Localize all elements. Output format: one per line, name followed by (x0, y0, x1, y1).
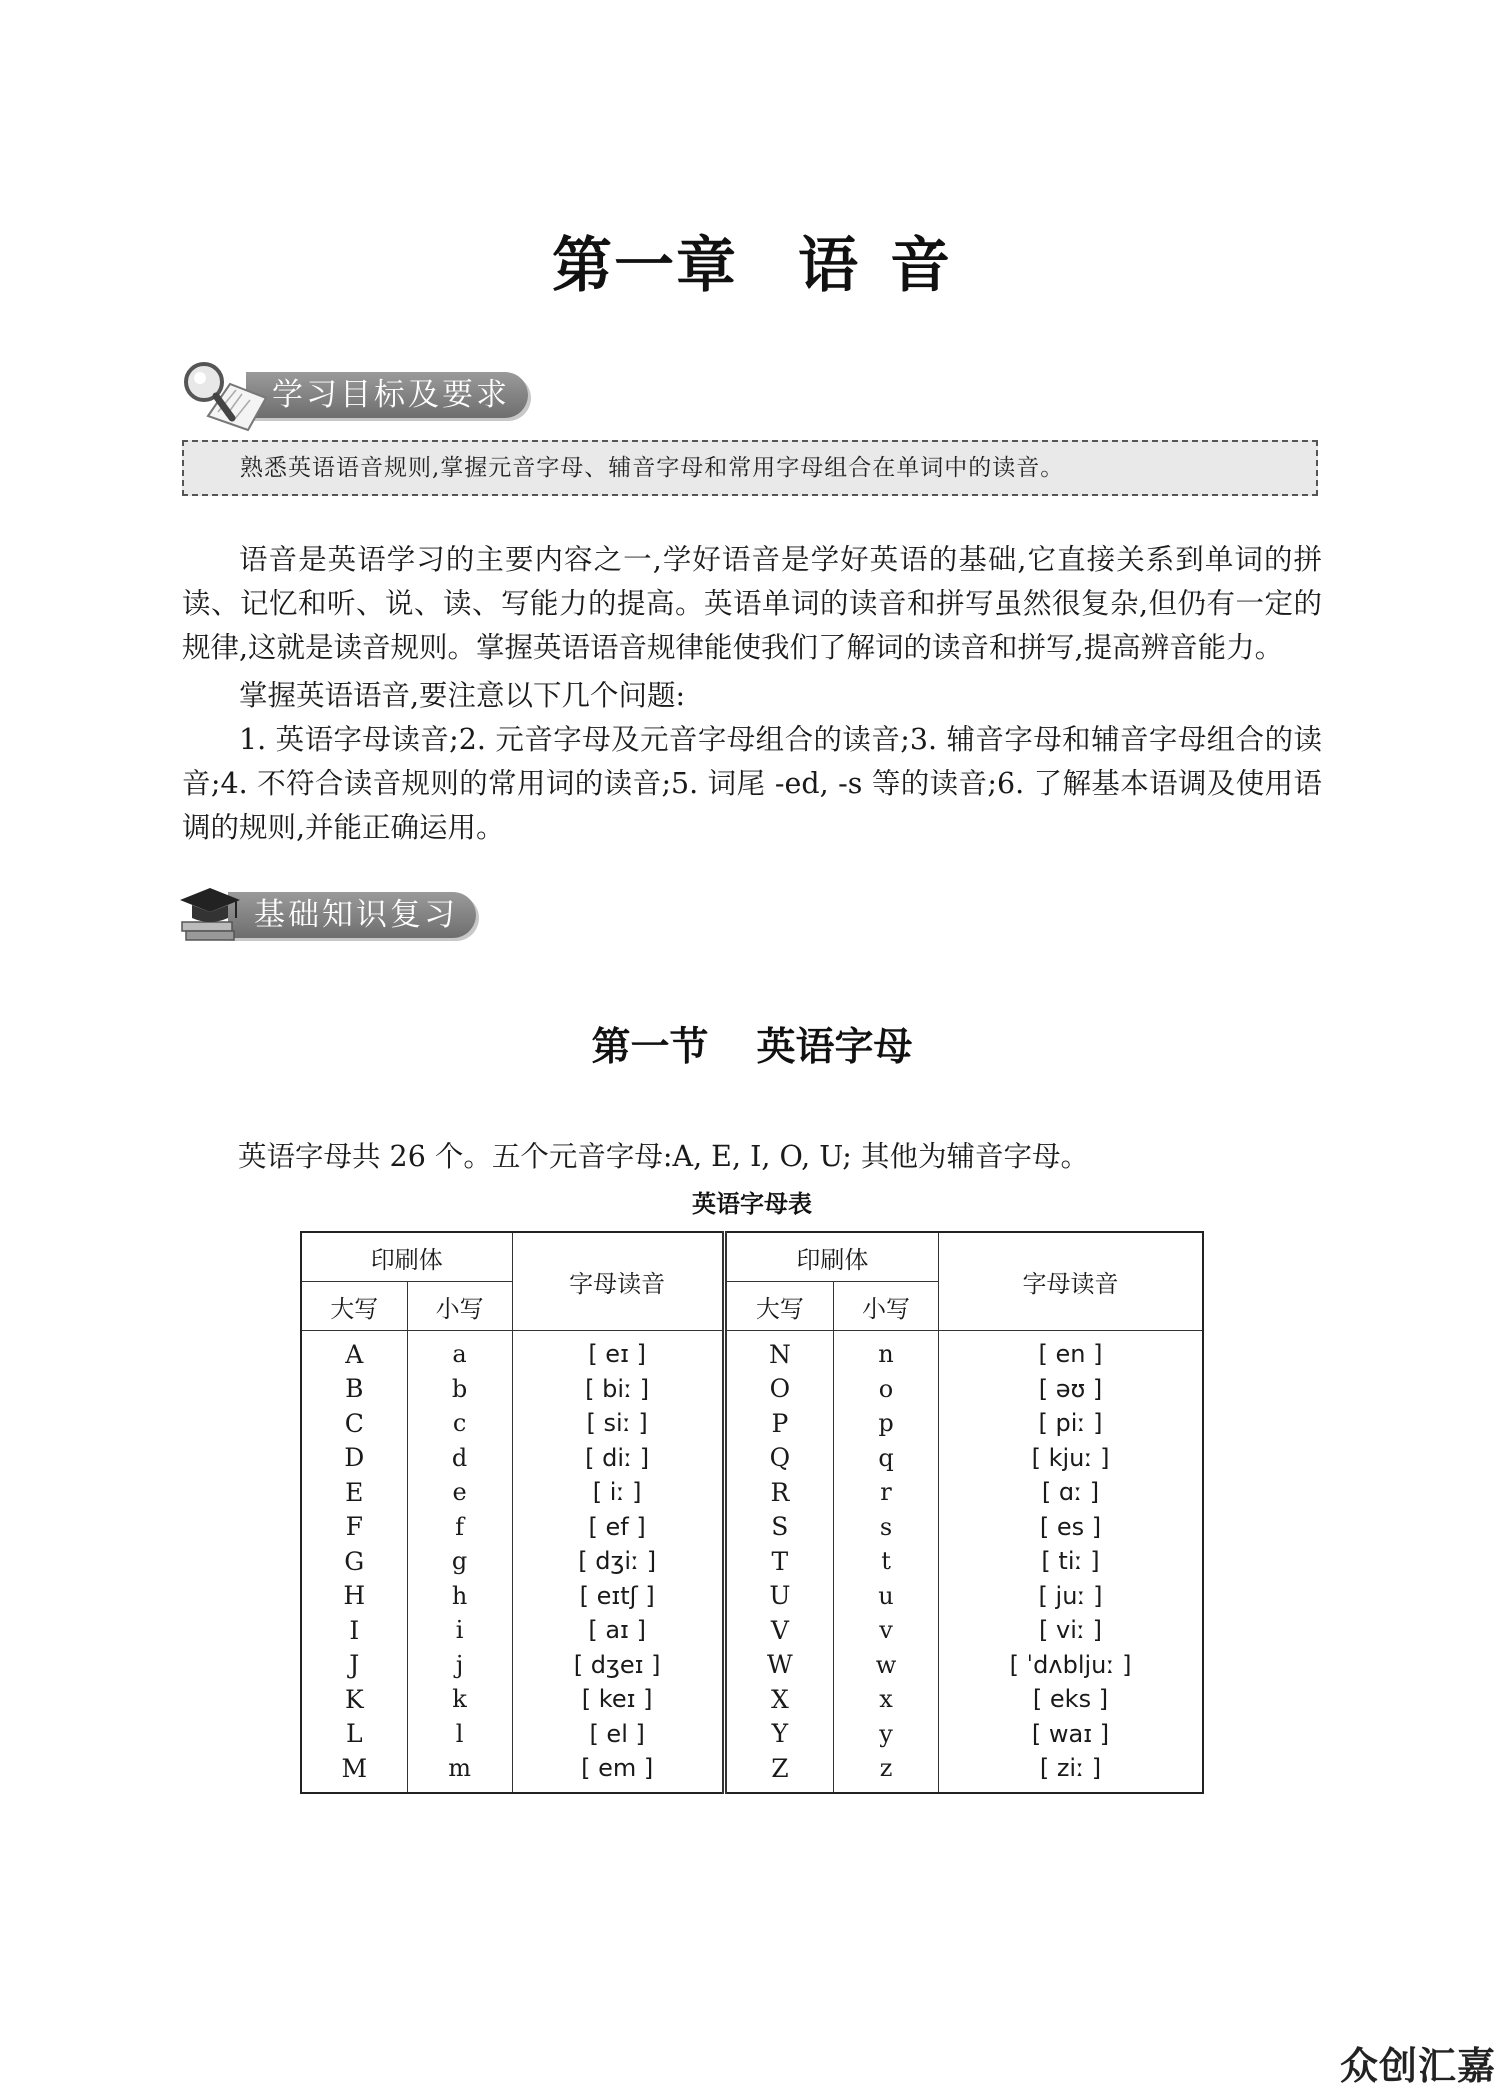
cell-lower-left: m (407, 1751, 512, 1793)
intro-paragraph-1: 语音是英语学习的主要内容之一,学好语音是学好英语的基础,它直接关系到单词的拼读、记忆和听、说、读、写能力的提高。英语单词的读音和拼写虽然很复杂,但仍有一定的规律,这就是读音规则。掌握英语语音规律能使我们了解词的读音和拼写,提高辨音能力。 (182, 543, 1322, 664)
cell-pron-left: [ eɪtʃ ] (512, 1579, 724, 1614)
table-row (301, 1579, 1203, 1614)
cell-pron-right: [ ɑː ] (939, 1475, 1203, 1510)
alphabet-table (300, 1231, 1204, 1794)
cell-lower-left: d (407, 1441, 512, 1476)
cell-lower-right: r (834, 1475, 939, 1510)
cell-lower-right: n (834, 1331, 939, 1372)
letters-intro: 英语字母共 26 个。五个元音字母:A, E, I, O, U; 其他为辅音字母。 (238, 1140, 1089, 1173)
cell-pron-right: [ ziː ] (939, 1751, 1203, 1793)
table-row (301, 1648, 1203, 1683)
header-upper-right: 大写 (724, 1282, 833, 1331)
cell-pron-right: [ viː ] (939, 1613, 1203, 1648)
cell-pron-left: [ aɪ ] (512, 1613, 724, 1648)
cell-pron-left: [ keɪ ] (512, 1682, 724, 1717)
cell-lower-right: u (834, 1579, 939, 1614)
header-upper-left: 大写 (301, 1282, 407, 1331)
cell-pron-right: [ əʊ ] (939, 1372, 1203, 1407)
table-row (301, 1751, 1203, 1793)
cell-upper-right: X (724, 1682, 833, 1717)
cell-upper-right: P (724, 1406, 833, 1441)
section-name: 英语字母 (756, 1024, 913, 1070)
cell-upper-right: U (724, 1579, 833, 1614)
cell-lower-left: a (407, 1331, 512, 1372)
cell-upper-right: S (724, 1510, 833, 1545)
cell-lower-left: e (407, 1475, 512, 1510)
chapter-name-part2: 音 (890, 231, 952, 301)
cell-upper-right: Y (724, 1717, 833, 1752)
table-row (301, 1406, 1203, 1441)
review-tag (178, 892, 476, 938)
cell-upper-right: R (724, 1475, 833, 1510)
header-pron-left: 字母读音 (512, 1232, 724, 1331)
learning-goals-box: 熟悉英语语音规则,掌握元音字母、辅音字母和常用字母组合在单词中的读音。 (182, 440, 1318, 496)
learning-goals-tag (178, 372, 528, 418)
cell-lower-left: j (407, 1648, 512, 1683)
table-row (301, 1613, 1203, 1648)
chapter-name-part1: 语 (798, 231, 860, 301)
header-print-left: 印刷体 (301, 1232, 512, 1282)
cell-pron-right: [ kjuː ] (939, 1441, 1203, 1476)
cell-lower-right: z (834, 1751, 939, 1793)
cell-lower-left: g (407, 1544, 512, 1579)
cell-pron-right: [ es ] (939, 1510, 1203, 1545)
cell-lower-right: t (834, 1544, 939, 1579)
cell-upper-right: Q (724, 1441, 833, 1476)
cell-pron-left: [ dʒeɪ ] (512, 1648, 724, 1683)
cell-upper-right: V (724, 1613, 833, 1648)
cell-upper-left: A (301, 1331, 407, 1372)
section-title (0, 1016, 1504, 1072)
cell-pron-left: [ el ] (512, 1717, 724, 1752)
cell-lower-left: i (407, 1613, 512, 1648)
table-row (301, 1682, 1203, 1717)
cell-pron-left: [ em ] (512, 1751, 724, 1793)
cell-upper-left: G (301, 1544, 407, 1579)
intro-paragraph-2: 掌握英语语音,要注意以下几个问题: (239, 679, 686, 712)
cell-pron-right: [ piː ] (939, 1406, 1203, 1441)
cell-pron-right: [ ˈdʌbljuː ] (939, 1648, 1203, 1683)
cell-upper-right: T (724, 1544, 833, 1579)
cell-upper-left: K (301, 1682, 407, 1717)
cell-lower-right: s (834, 1510, 939, 1545)
magnifier-book-icon (178, 356, 270, 440)
table-caption: 英语字母表 (692, 1190, 812, 1218)
header-print-right: 印刷体 (724, 1232, 938, 1282)
watermark: 众创汇嘉 (1339, 2044, 1496, 2088)
cell-upper-left: I (301, 1613, 407, 1648)
cell-lower-right: x (834, 1682, 939, 1717)
cell-pron-right: [ tiː ] (939, 1544, 1203, 1579)
header-lower-right: 小写 (834, 1282, 939, 1331)
table-row (301, 1544, 1203, 1579)
review-label: 基础知识复习 (228, 892, 476, 938)
cell-lower-left: b (407, 1372, 512, 1407)
cell-upper-left: C (301, 1406, 407, 1441)
cell-upper-left: L (301, 1717, 407, 1752)
cell-upper-left: B (301, 1372, 407, 1407)
cell-pron-right: [ juː ] (939, 1579, 1203, 1614)
learning-goals-label: 学习目标及要求 (246, 372, 528, 418)
cell-upper-right: W (724, 1648, 833, 1683)
cell-lower-left: h (407, 1579, 512, 1614)
cell-lower-left: k (407, 1682, 512, 1717)
section-number: 第一节 (591, 1024, 709, 1070)
cell-upper-right: N (724, 1331, 833, 1372)
cell-lower-left: f (407, 1510, 512, 1545)
cell-pron-right: [ eks ] (939, 1682, 1203, 1717)
cell-pron-left: [ eɪ ] (512, 1331, 724, 1372)
table-row (301, 1475, 1203, 1510)
table-row (301, 1717, 1203, 1752)
cell-upper-right: O (724, 1372, 833, 1407)
cell-upper-left: F (301, 1510, 407, 1545)
cell-lower-right: y (834, 1717, 939, 1752)
cell-lower-right: v (834, 1613, 939, 1648)
cell-upper-right: Z (724, 1751, 833, 1793)
cell-lower-left: c (407, 1406, 512, 1441)
cell-upper-left: D (301, 1441, 407, 1476)
cell-pron-right: [ en ] (939, 1331, 1203, 1372)
header-pron-right: 字母读音 (939, 1232, 1203, 1331)
cell-pron-left: [ siː ] (512, 1406, 724, 1441)
cell-upper-left: E (301, 1475, 407, 1510)
cell-lower-left: l (407, 1717, 512, 1752)
intro-paragraph-3: 1. 英语字母读音;2. 元音字母及元音字母组合的读音;3. 辅音字母和辅音字母组合的读音;4. 不符合读音规则的常用词的读音;5. 词尾 -ed, -s 等的读音;6. 了解基本语调及使用语调的规则,并能正确运用。 (182, 723, 1322, 844)
cell-pron-right: [ waɪ ] (939, 1717, 1203, 1752)
table-row (301, 1510, 1203, 1545)
cell-upper-left: H (301, 1579, 407, 1614)
cell-lower-right: q (834, 1441, 939, 1476)
cell-lower-right: p (834, 1406, 939, 1441)
cell-upper-left: J (301, 1648, 407, 1683)
header-lower-left: 小写 (407, 1282, 512, 1331)
cell-pron-left: [ iː ] (512, 1475, 724, 1510)
cell-pron-left: [ diː ] (512, 1441, 724, 1476)
cell-pron-left: [ dʒiː ] (512, 1544, 724, 1579)
table-row (301, 1372, 1203, 1407)
cell-lower-right: o (834, 1372, 939, 1407)
cell-pron-left: [ biː ] (512, 1372, 724, 1407)
cell-lower-right: w (834, 1648, 939, 1683)
cell-pron-left: [ ef ] (512, 1510, 724, 1545)
chapter-number: 第一章 (552, 231, 738, 301)
chapter-title (0, 218, 1504, 304)
table-row (301, 1441, 1203, 1476)
table-row (301, 1331, 1203, 1372)
graduation-cap-books-icon (178, 876, 242, 950)
cell-upper-left: M (301, 1751, 407, 1793)
